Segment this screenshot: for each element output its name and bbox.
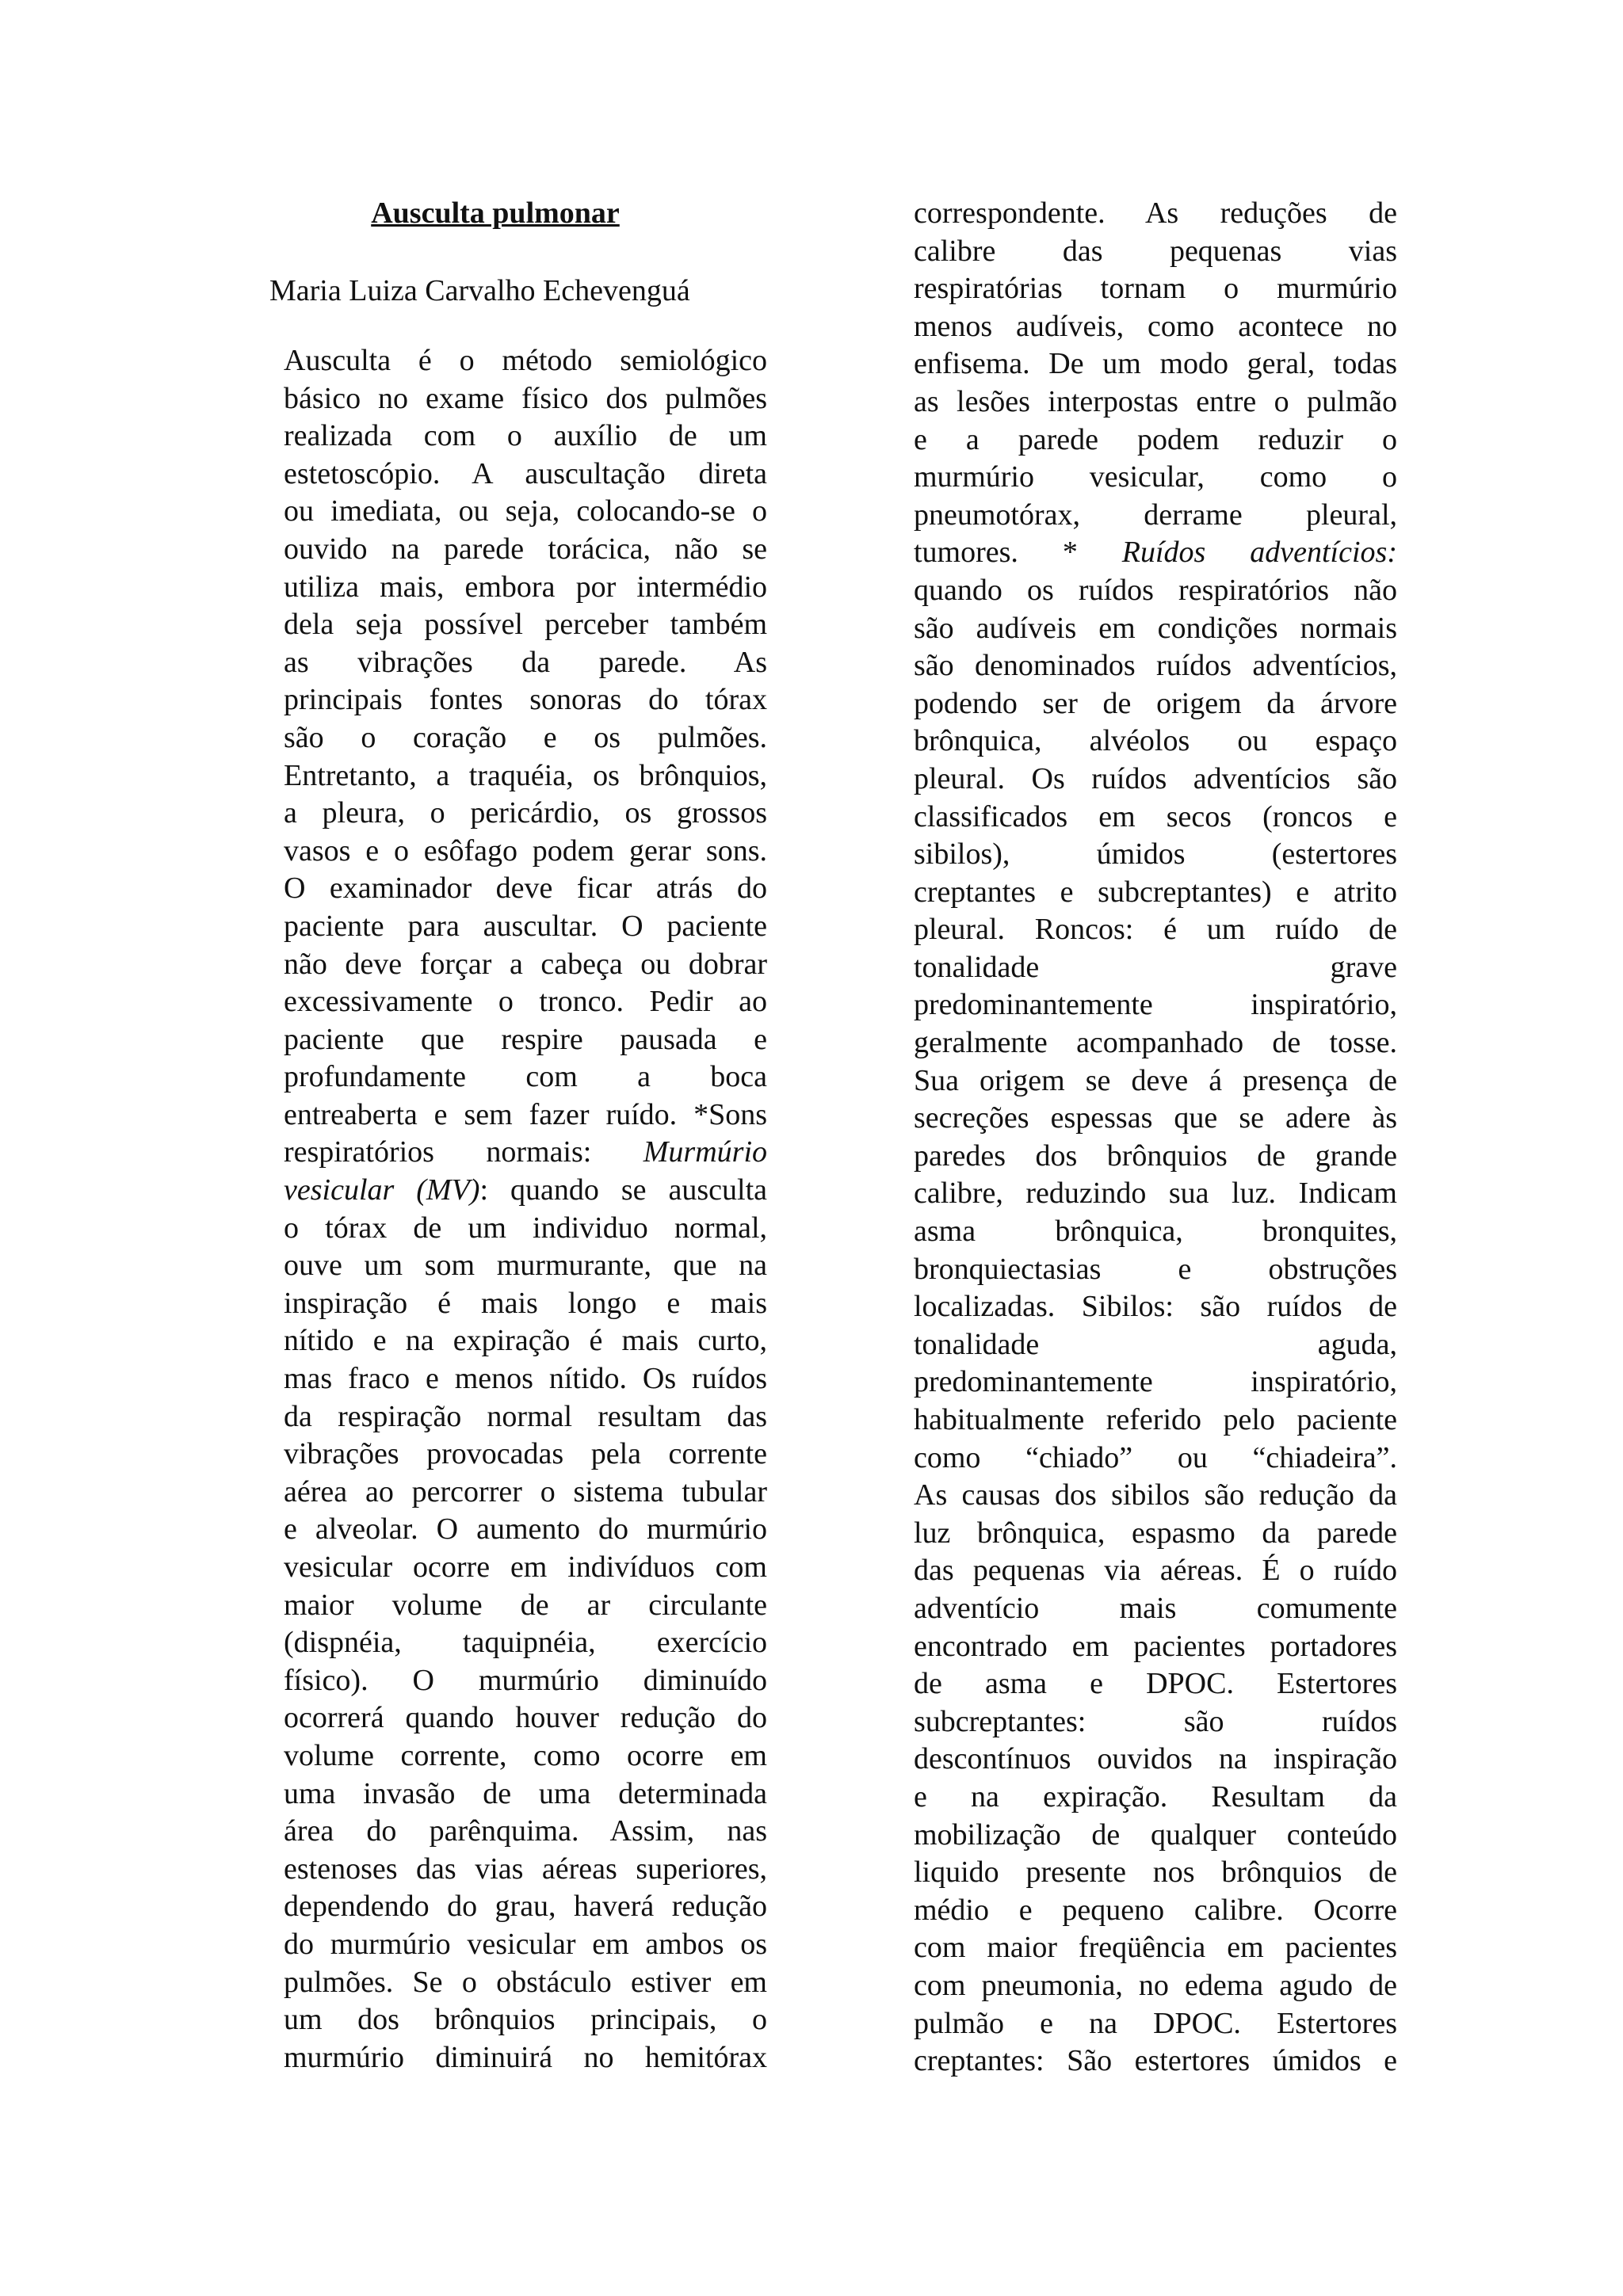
text-line: Entretanto, a traquéia, os brônquios, xyxy=(284,758,767,792)
text-line: murmúrio diminuirá no hemitórax xyxy=(284,2040,767,2074)
text-line-italic xyxy=(284,1134,767,1172)
text-line: paciente para auscultar. O paciente xyxy=(284,909,767,943)
text-fragment: respiratórios normais: xyxy=(284,1135,643,1169)
text-line: uma invasão de uma determinada xyxy=(284,1776,767,1810)
text-line: pneumotórax, derrame pleural, xyxy=(914,498,1397,532)
text-line: como “chiado” ou “chiadeira”. xyxy=(914,1440,1397,1474)
text-line: ouvido na parede torácica, não se xyxy=(284,532,767,566)
text-line: (dispnéia, taquipnéia, exercício xyxy=(284,1626,767,1660)
text-line: inspiração é mais longo e mais xyxy=(284,1286,767,1320)
text-line: entreaberta e sem fazer ruído. *Sons xyxy=(284,1097,767,1131)
text-line: dependendo do grau, haverá redução xyxy=(284,1890,767,1924)
text-line: vesicular ocorre em indivíduos com xyxy=(284,1550,767,1584)
text-line: pulmão e na DPOC. Estertores xyxy=(914,2006,1397,2040)
text-line: enfisema. De um modo geral, todas xyxy=(914,347,1397,381)
text-line: pleural. Os ruídos adventícios são xyxy=(914,761,1397,795)
text-line: vasos e o esôfago podem gerar sons. xyxy=(284,833,767,868)
text-line: aérea ao percorrer o sistema tubular xyxy=(284,1474,767,1508)
text-line: creptantes e subcreptantes) e atrito xyxy=(914,875,1397,909)
text-line: do murmúrio vesicular em ambos os xyxy=(284,1927,767,1961)
text-line: As causas dos sibilos são redução da xyxy=(914,1478,1397,1512)
text-line: área do parênquima. Assim, nas xyxy=(284,1814,767,1848)
text-line: físico). O murmúrio diminuído xyxy=(284,1663,767,1697)
text-line: excessivamente o tronco. Pedir ao xyxy=(284,985,767,1019)
text-fragment: : quando se ausculta xyxy=(479,1173,767,1207)
italic-term: Murmúrio xyxy=(643,1135,767,1169)
text-line: e na expiração. Resultam da xyxy=(914,1779,1397,1814)
text-line: brônquica, alvéolos ou espaço xyxy=(914,724,1397,758)
text-line: bronquiectasias e obstruções xyxy=(914,1252,1397,1286)
text-line: utiliza mais, embora por intermédio xyxy=(284,570,767,604)
text-line: da respiração normal resultam das xyxy=(284,1399,767,1433)
text-line: realizada com o auxílio de um xyxy=(284,419,767,453)
text-line: o tórax de um individuo normal, xyxy=(284,1211,767,1245)
text-line: um dos brônquios principais, o xyxy=(284,2003,767,2037)
right-column xyxy=(914,195,1397,2081)
text-line: tonalidade aguda, xyxy=(914,1327,1397,1361)
text-line: calibre das pequenas vias xyxy=(914,234,1397,268)
text-line: mobilização de qualquer conteúdo xyxy=(914,1817,1397,1852)
text-line: pleural. Roncos: é um ruído de xyxy=(914,913,1397,947)
text-line: creptantes: São estertores úmidos e xyxy=(914,2044,1397,2078)
text-line: médio e pequeno calibre. Ocorre xyxy=(914,1893,1397,1927)
text-line: volume corrente, como ocorre em xyxy=(284,1738,767,1772)
text-line: ouve um som murmurante, que na xyxy=(284,1249,767,1283)
text-line: predominantemente inspiratório, xyxy=(914,988,1397,1022)
text-line: não deve forçar a cabeça ou dobrar xyxy=(284,947,767,981)
text-line: paciente que respire pausada e xyxy=(284,1022,767,1056)
text-line: quando os ruídos respiratórios não xyxy=(914,573,1397,607)
text-line: murmúrio vesicular, como o xyxy=(914,460,1397,494)
text-line: menos audíveis, como acontece no xyxy=(914,309,1397,343)
text-line-italic xyxy=(284,1172,767,1210)
text-line: respiratórias tornam o murmúrio xyxy=(914,272,1397,306)
text-line: calibre, reduzindo sua luz. Indicam xyxy=(914,1177,1397,1211)
text-line: liquido presente nos brônquios de xyxy=(914,1855,1397,1890)
text-line: localizadas. Sibilos: são ruídos de xyxy=(914,1290,1397,1324)
text-line: com pneumonia, no edema agudo de xyxy=(914,1968,1397,2002)
text-line: estetoscópio. A auscultação direta xyxy=(284,456,767,490)
text-line: Sua origem se deve á presença de xyxy=(914,1063,1397,1097)
text-line: tonalidade grave xyxy=(914,950,1397,984)
page-title: Ausculta pulmonar xyxy=(371,196,620,230)
text-line: ou imediata, ou seja, colocando-se o xyxy=(284,494,767,528)
text-line: estenoses das vias aéreas superiores, xyxy=(284,1852,767,1886)
text-line: descontínuos ouvidos na inspiração xyxy=(914,1742,1397,1776)
text-line: e a parede podem reduzir o xyxy=(914,422,1397,456)
text-line: as lesões interpostas entre o pulmão xyxy=(914,384,1397,418)
italic-term: Ruídos adventícios: xyxy=(1121,536,1397,570)
text-line: das pequenas via aéreas. É o ruído xyxy=(914,1554,1397,1588)
text-line: subcreptantes: são ruídos xyxy=(914,1704,1397,1738)
text-line: principais fontes sonoras do tórax xyxy=(284,683,767,717)
text-line: habitualmente referido pelo paciente xyxy=(914,1403,1397,1436)
text-line: são denominados ruídos adventícios, xyxy=(914,649,1397,683)
text-line: as vibrações da parede. As xyxy=(284,645,767,679)
text-line: mas fraco e menos nítido. Os ruídos xyxy=(284,1362,767,1396)
text-line: maior volume de ar circulante xyxy=(284,1588,767,1622)
text-line: encontrado em pacientes portadores xyxy=(914,1629,1397,1663)
text-line: classificados em secos (roncos e xyxy=(914,799,1397,833)
text-line: correspondente. As reduções de xyxy=(914,196,1397,230)
text-line: podendo ser de origem da árvore xyxy=(914,686,1397,720)
text-line: básico no exame físico dos pulmões xyxy=(284,381,767,415)
text-line: de asma e DPOC. Estertores xyxy=(914,1667,1397,1701)
text-line: profundamente com a boca xyxy=(284,1060,767,1094)
text-line: ocorrerá quando houver redução do xyxy=(284,1701,767,1735)
text-line: e alveolar. O aumento do murmúrio xyxy=(284,1512,767,1547)
text-line: geralmente acompanhado de tosse. xyxy=(914,1026,1397,1060)
text-line: predominantemente inspiratório, xyxy=(914,1365,1397,1399)
text-line: Ausculta é o método semiológico xyxy=(284,344,767,377)
text-line: dela seja possível perceber também xyxy=(284,608,767,642)
text-line: paredes dos brônquios de grande xyxy=(914,1138,1397,1173)
text-line-italic xyxy=(914,534,1397,572)
text-line: adventício mais comumente xyxy=(914,1591,1397,1625)
text-line: são o coração e os pulmões. xyxy=(284,720,767,754)
text-line: secreções espessas que se adere às xyxy=(914,1101,1397,1135)
text-line: vibrações provocadas pela corrente xyxy=(284,1437,767,1471)
italic-term: vesicular (MV) xyxy=(284,1173,480,1207)
text-line: asma brônquica, bronquites, xyxy=(914,1215,1397,1249)
text-line: O examinador deve ficar atrás do xyxy=(284,871,767,906)
text-line: nítido e na expiração é mais curto, xyxy=(284,1324,767,1358)
text-line: luz brônquica, espasmo da parede xyxy=(914,1516,1397,1550)
author-name: Maria Luiza Carvalho Echevenguá xyxy=(269,274,690,307)
text-line: são audíveis em condições normais xyxy=(914,611,1397,645)
text-line: a pleura, o pericárdio, os grossos xyxy=(284,796,767,830)
text-fragment: tumores. * xyxy=(914,536,1122,570)
text-line: com maior freqüência em pacientes xyxy=(914,1931,1397,1965)
text-line: pulmões. Se o obstáculo estiver em xyxy=(284,1965,767,1999)
left-column xyxy=(284,342,767,2077)
text-line: sibilos), úmidos (estertores xyxy=(914,837,1397,871)
